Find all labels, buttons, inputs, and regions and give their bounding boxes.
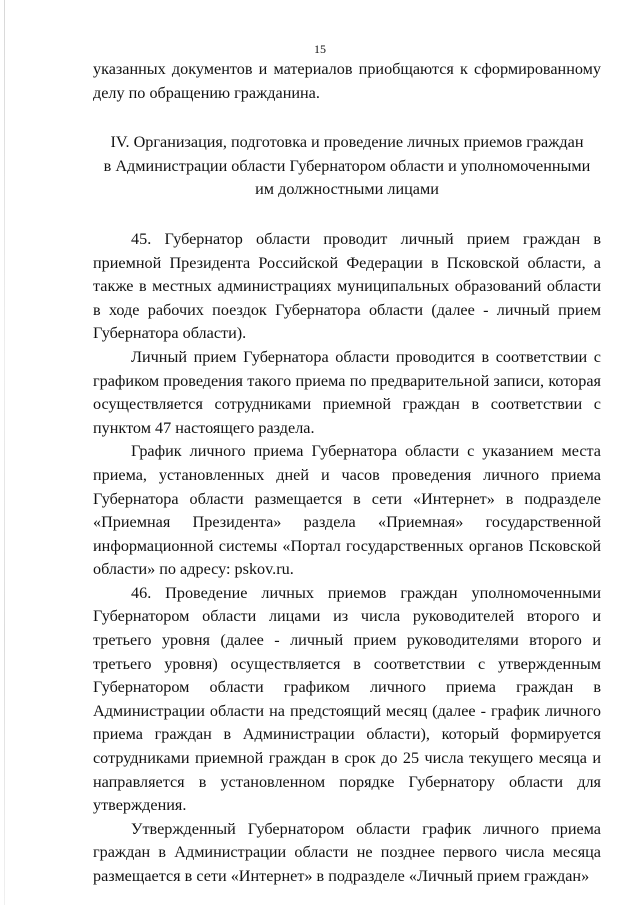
section-heading bbox=[93, 131, 601, 202]
heading-line-3: им должностными лицами bbox=[255, 180, 439, 199]
intro-paragraph: указанных документов и материалов приобщаются к сформированному делу по обращению гражданина. bbox=[93, 60, 601, 102]
page-number: 15 bbox=[314, 42, 326, 56]
paragraph-approved-schedule: Утвержденный Губернатором области график личного приема граждан в Администрации области не позднее первого числа месяца размещается в сети «Интернет» в подразделе «Личный прием граждан» bbox=[93, 819, 601, 885]
paragraph-46: 46. Проведение личных приемов граждан уполномоченными Губернатором области лицами из числа руководителей второго и третьего уровня (далее - личный прием руководителями второго и третьего уровня) осуществляется в соответствии с утвержденным Губернатором области графиком личного приема граждан в Администрации области на предстоящий месяц (далее - график личного приема граждан в Администрации области), который формируется сотрудниками приемной граждан в срок до 25 числа текущего месяца и направляется в установленном порядке Губернатору области для утверждения. bbox=[93, 583, 601, 815]
document-body bbox=[93, 58, 601, 889]
scan-edge-line bbox=[4, 0, 5, 905]
paragraph-45: 45. Губернатор области проводит личный прием граждан в приемной Президента Российской Федерации в Псковской области, а также в местных администрациях муниципальных образований области в ходе рабочих поездок Губернатора области (далее - личный прием Губернатора области). bbox=[93, 229, 601, 343]
paragraph-schedule-publication: График личного приема Губернатора области с указанием места приема, установленных дней и часов проведения личного приема Губернатора области размещается в сети «Интернет» в подразделе «Приемная Президента» раздела «Приемная» государственной информационной системы «Портал государственных органов Псковской области» по адресу: pskov.ru. bbox=[93, 442, 601, 579]
paragraph-personal-reception-schedule: Личный прием Губернатора области проводится в соответствии с графиком проведения такого приема по предварительной записи, которая осуществляется сотрудниками приемной граждан в соответствии с пунктом 47 настоящего раздела. bbox=[93, 347, 601, 437]
heading-line-1: IV. Организация, подготовка и проведение личных приемов граждан bbox=[110, 133, 584, 152]
heading-line-2: в Администрации области Губернатором области и уполномоченными bbox=[103, 156, 591, 175]
